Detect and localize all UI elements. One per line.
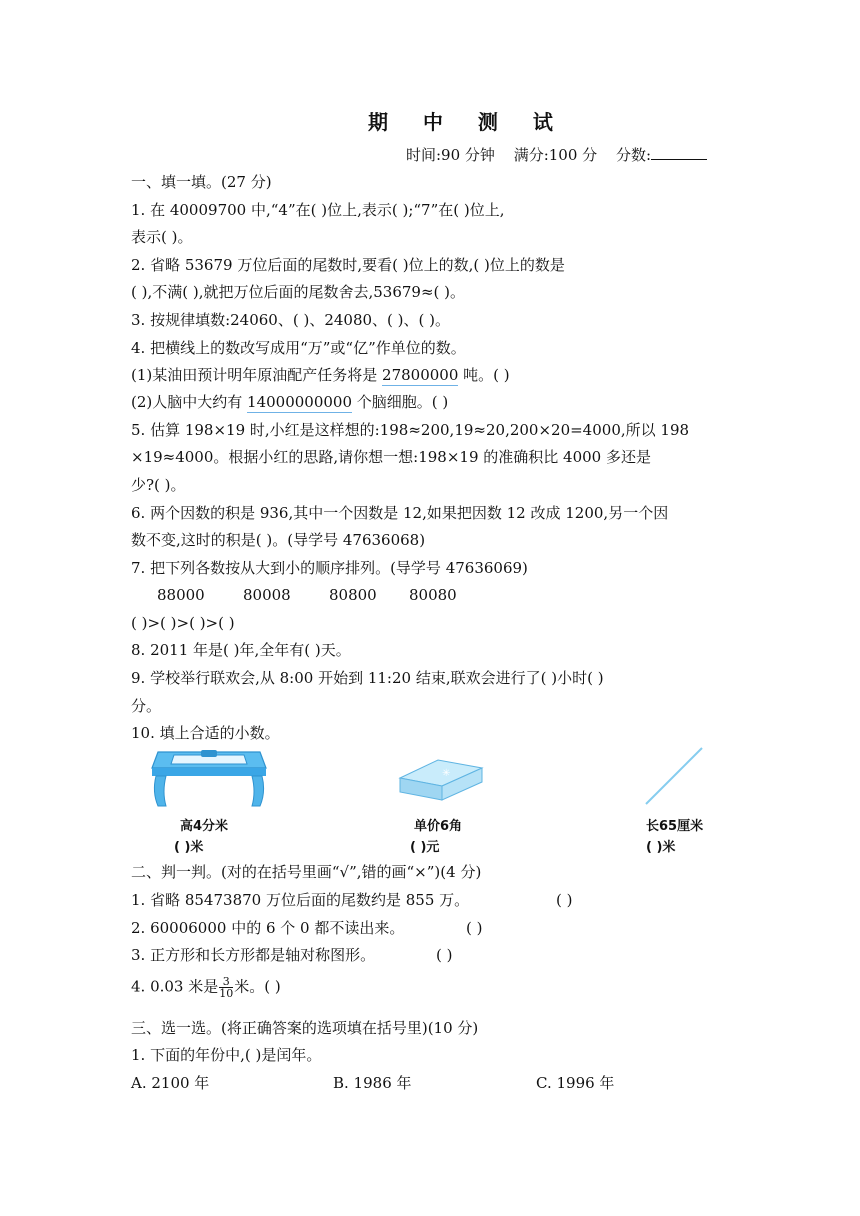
- score-label: 分数:: [615, 146, 651, 164]
- table-leg-left: [154, 776, 166, 806]
- question-2-line-2: ( ),不满( ),就把万位后面的尾数舍去,53679≈( )。: [131, 283, 466, 301]
- q4a-prefix: (1)某油田预计明年原油配产任务将是: [131, 366, 383, 384]
- q10-caption-2: 单价6角: [414, 819, 463, 834]
- question-10: 10. 填上合适的小数。: [131, 724, 280, 742]
- q10-answer-2: ( )元: [410, 840, 440, 855]
- fraction-numerator: 3: [219, 976, 233, 988]
- time-info: 时间:90 分钟: [406, 146, 495, 164]
- score-blank[interactable]: [651, 145, 707, 160]
- q7-number-3: 80800: [329, 586, 377, 604]
- section-1-heading: 一、填一填。(27 分): [131, 173, 272, 191]
- question-6-line-1: 6. 两个因数的积是 936,其中一个因数是 12,如果把因数 12 改成 1200,另一个因: [131, 504, 669, 522]
- judge-4: [131, 976, 281, 999]
- question-6-line-2: 数不变,这时的积是( )。(导学号 47636068): [131, 531, 426, 549]
- q4a-suffix: 吨。( ): [458, 366, 510, 384]
- exam-meta: [406, 145, 707, 165]
- choice-option-b[interactable]: B. 1986 年: [333, 1074, 412, 1092]
- question-9-line-2: 分。: [131, 697, 162, 715]
- section-2-heading: 二、判一判。(对的在括号里画“√”,错的画“×”)(4 分): [131, 863, 482, 881]
- choice-option-c[interactable]: C. 1996 年: [536, 1074, 615, 1092]
- fraction-denominator: 10: [219, 987, 234, 1000]
- section-3-heading: 三、选一选。(将正确答案的选项填在括号里)(10 分): [131, 1019, 479, 1037]
- snowflake-icon: ✳: [442, 768, 451, 779]
- q10-caption-1: 高4分米: [180, 819, 229, 834]
- q7-number-4: 80080: [409, 586, 457, 604]
- judge-3-bracket[interactable]: ( ): [436, 946, 453, 964]
- question-4-part-1: [131, 365, 510, 385]
- question-4: 4. 把横线上的数改写成用“万”或“亿”作单位的数。: [131, 339, 466, 357]
- choice-option-a[interactable]: A. 2100 年: [131, 1074, 210, 1092]
- question-7: 7. 把下列各数按从大到小的顺序排列。(导学号 47636069): [131, 559, 528, 577]
- question-5-line-2: ×19≈4000。根据小红的思路,请你想一想:198×19 的准确积比 4000 多还是: [131, 448, 651, 466]
- stick-illustration: [642, 744, 706, 808]
- question-5-line-1: 5. 估算 198×19 时,小红是这样想的:198≈200,19≈20,200×20=4000,所以 198: [131, 421, 690, 439]
- judge-2: 2. 60006000 中的 6 个 0 都不读出来。: [131, 919, 405, 937]
- q7-number-2: 80008: [243, 586, 291, 604]
- judge-3: 3. 正方形和长方形都是轴对称图形。: [131, 946, 376, 964]
- judge-1: 1. 省略 85473870 万位后面的尾数约是 855 万。: [131, 891, 470, 909]
- question-2-line-1: 2. 省略 53679 万位后面的尾数时,要看( )位上的数,( )位上的数是: [131, 256, 565, 274]
- choice-1: 1. 下面的年份中,( )是闰年。: [131, 1046, 322, 1064]
- question-1-line-2: 表示( )。: [131, 228, 193, 246]
- q4b-prefix: (2)人脑中大约有: [131, 393, 248, 411]
- question-5-line-3: 少?( )。: [131, 476, 186, 494]
- q4a-number: 27800000: [382, 366, 459, 384]
- judge-4-suffix: 米。( ): [234, 977, 281, 996]
- question-1-line-1: 1. 在 40009700 中,“4”在( )位上,表示( );“7”在( )位上,: [131, 201, 505, 219]
- q4b-number: 14000000000: [247, 393, 353, 411]
- table-illustration: [148, 744, 270, 814]
- fraction: [219, 976, 233, 999]
- full-score-info: 满分:100 分: [513, 146, 598, 164]
- q10-caption-3: 长65厘米: [646, 819, 704, 834]
- table-leg-right: [252, 776, 264, 806]
- question-9-line-1: 9. 学校举行联欢会,从 8:00 开始到 11:20 结束,联欢会进行了( )小时( ): [131, 669, 604, 687]
- q10-answer-3: ( )米: [646, 840, 676, 855]
- q4b-suffix: 个脑细胞。( ): [352, 393, 449, 411]
- stick-line: [646, 748, 702, 804]
- judge-1-bracket[interactable]: ( ): [556, 891, 573, 909]
- judge-4-prefix: 4. 0.03 米是: [131, 977, 219, 996]
- table-ornament: [201, 750, 217, 757]
- judge-2-bracket[interactable]: ( ): [466, 919, 483, 937]
- q7-order-blanks: ( )>( )>( )>( ): [131, 614, 235, 632]
- eraser-illustration: [396, 756, 484, 802]
- question-3: 3. 按规律填数:24060、( )、24080、( )、( )。: [131, 311, 450, 329]
- page-title: 期 中 测 试: [368, 110, 567, 134]
- q10-answer-1: ( )米: [174, 840, 204, 855]
- q7-number-1: 88000: [157, 586, 205, 604]
- table-apron: [152, 768, 266, 776]
- question-4-part-2: [131, 392, 448, 412]
- question-8: 8. 2011 年是( )年,全年有( )天。: [131, 641, 351, 659]
